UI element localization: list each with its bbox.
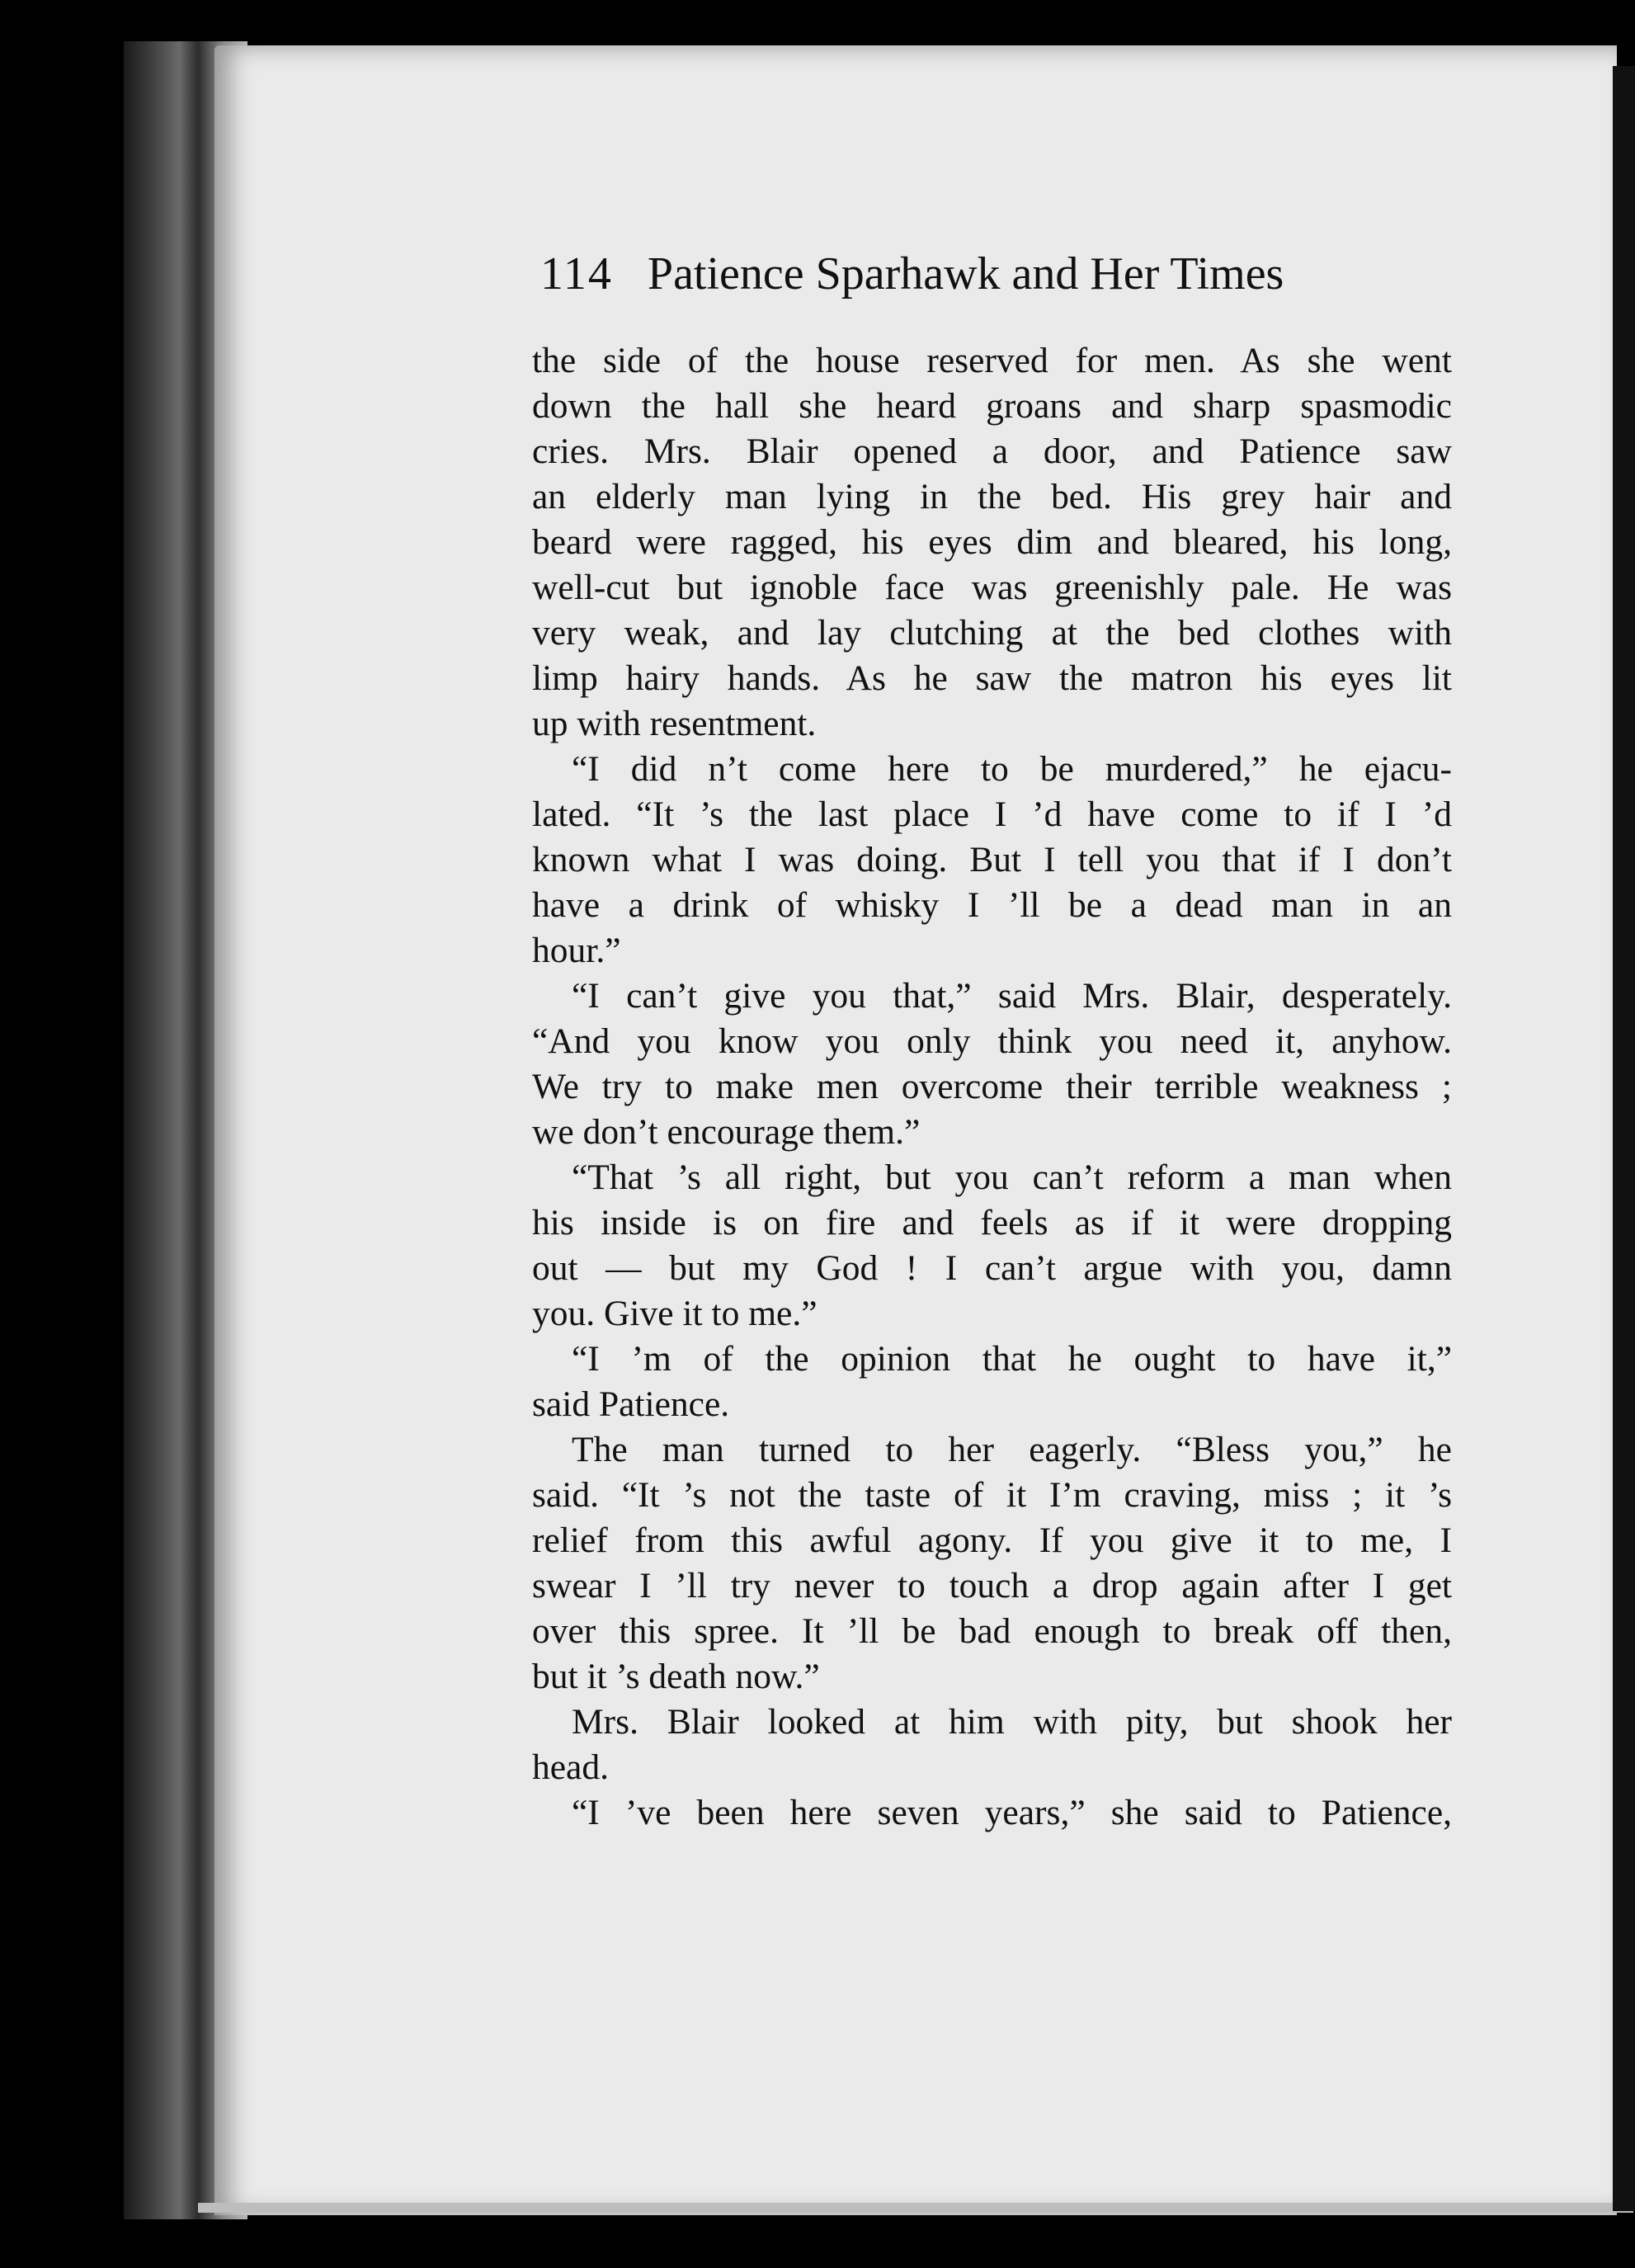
text-line: The man turned to her eagerly. “Bless you,” he bbox=[572, 1430, 1452, 1469]
text-line: an elderly man lying in the bed. His grey hair and bbox=[532, 477, 1452, 516]
text-line: you. Give it to me.” bbox=[532, 1294, 818, 1333]
text-line: up with resentment. bbox=[532, 704, 817, 743]
text-line: cries. Mrs. Blair opened a door, and Patience saw bbox=[532, 431, 1452, 471]
text-line: lated. “It ’s the last place I ’d have come to if I ’d bbox=[532, 795, 1452, 834]
text-line: We try to make men overcome their terrible weakness ; bbox=[532, 1067, 1452, 1106]
text-line: have a drink of whisky I ’ll be a dead man in an bbox=[532, 885, 1452, 925]
text-line: his inside is on fire and feels as if it were dropping bbox=[532, 1203, 1452, 1242]
text-line: swear I ’ll try never to touch a drop again after I get bbox=[532, 1566, 1452, 1606]
text-line: “I ’m of the opinion that he ought to have it,” bbox=[572, 1339, 1452, 1379]
text-line: beard were ragged, his eyes dim and bleared, his long, bbox=[532, 522, 1452, 562]
text-line: the side of the house reserved for men. As she went bbox=[532, 341, 1452, 380]
book-title: Patience Sparhawk and Her Times bbox=[647, 248, 1284, 299]
text-line: known what I was doing. But I tell you that if I don’t bbox=[532, 840, 1452, 879]
text-line: over this spree. It ’ll be bad enough to break off then, bbox=[532, 1611, 1452, 1651]
page-edge bbox=[198, 2203, 1633, 2213]
text-line: relief from this awful agony. If you give it to me, I bbox=[532, 1521, 1452, 1560]
text-line: said. “It ’s not the taste of it I’m craving, miss ; it ’s bbox=[532, 1475, 1452, 1515]
text-line: “And you know you only think you need it, anyhow. bbox=[532, 1021, 1452, 1061]
text-line: but it ’s death now.” bbox=[532, 1657, 820, 1696]
text-line: we don’t encourage them.” bbox=[532, 1112, 921, 1152]
text-line: “I can’t give you that,” said Mrs. Blair, desperately. bbox=[572, 976, 1452, 1016]
text-line: “I did n’t come here to be murdered,” he ejacu- bbox=[572, 749, 1452, 789]
text-line: out — but my God ! I can’t argue with you, damn bbox=[532, 1248, 1452, 1288]
text-line: head. bbox=[532, 1747, 609, 1787]
text-line: Mrs. Blair looked at him with pity, but shook her bbox=[572, 1702, 1452, 1742]
text-line: “I ’ve been here seven years,” she said to Patience, bbox=[572, 1793, 1452, 1832]
text-line: well-cut but ignoble face was greenishly pale. He was bbox=[532, 568, 1452, 607]
text-line: hour.” bbox=[532, 931, 621, 970]
text-line: down the hall she heard groans and sharp spasmodic bbox=[532, 386, 1452, 426]
text-line: limp hairy hands. As he saw the matron his eyes lit bbox=[532, 658, 1452, 698]
running-head bbox=[540, 248, 1390, 300]
text-line: said Patience. bbox=[532, 1384, 730, 1424]
page-number: 114 bbox=[540, 248, 613, 299]
text-line: “That ’s all right, but you can’t reform a man when bbox=[572, 1158, 1452, 1197]
right-margin-shadow bbox=[1613, 66, 1635, 2211]
body-text bbox=[532, 338, 1452, 1836]
text-line: very weak, and lay clutching at the bed clothes with bbox=[532, 613, 1452, 653]
